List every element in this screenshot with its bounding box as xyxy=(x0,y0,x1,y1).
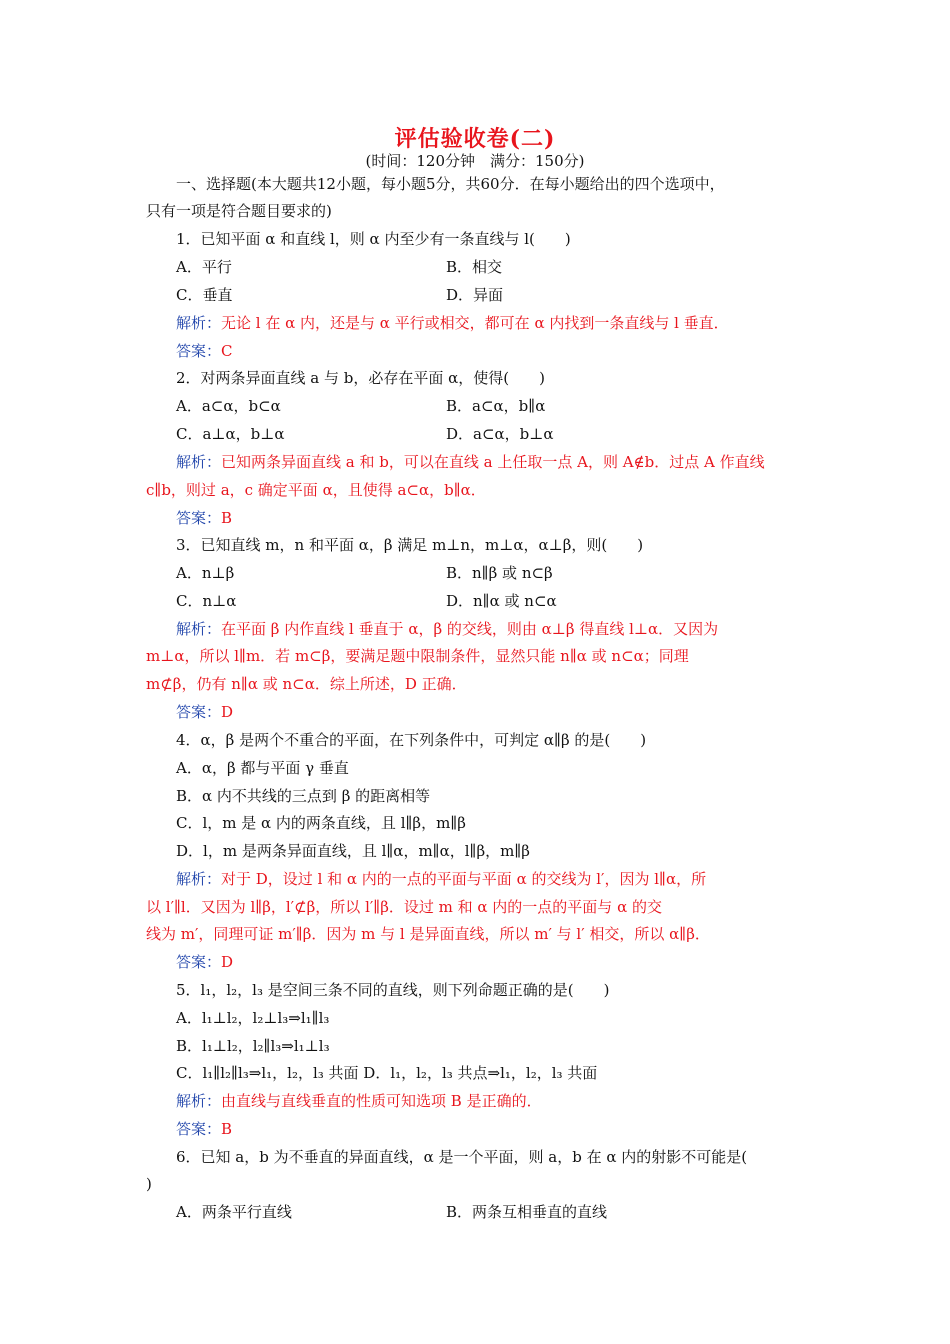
q4-analysis-text1: 对于 D，设过 l 和 α 内的一点的平面与平面 α 的交线为 l′，因为 l∥α，所 xyxy=(221,870,707,888)
answer-label: 答案： xyxy=(176,1120,222,1138)
q3-answer-value: D xyxy=(221,703,234,721)
q6-stem-line1: 6．已知 a，b 为不垂直的异面直线，α 是一个平面，则 a，b 在 α 内的射影不可能是( xyxy=(176,1148,748,1166)
q3-option-c: C．n⊥α xyxy=(176,592,237,610)
q4-stem: 4．α，β 是两个不重合的平面，在下列条件中，可判定 α∥β 的是( ) xyxy=(176,731,647,749)
q4-option-b: B．α 内不共线的三点到 β 的距离相等 xyxy=(176,787,431,805)
q3-analysis-line3: m⊄β，仍有 n∥α 或 n⊂α．综上所述，D 正确． xyxy=(146,675,467,693)
q3-answer xyxy=(176,702,233,722)
q3-stem: 3．已知直线 m，n 和平面 α，β 满足 m⊥n，m⊥α，α⊥β，则( ) xyxy=(176,536,644,554)
q1-option-b: B．相交 xyxy=(446,258,503,276)
q2-answer xyxy=(176,508,232,528)
q5-stem: 5．l₁，l₂，l₃ 是空间三条不同的直线，则下列命题正确的是( ) xyxy=(176,981,610,999)
q1-option-c: C．垂直 xyxy=(176,286,233,304)
q4-answer xyxy=(176,952,233,972)
q1-option-a: A．平行 xyxy=(176,258,232,276)
q6-option-b: B．两条互相垂直的直线 xyxy=(446,1203,608,1221)
q2-analysis-line2: c∥b，则过 a，c 确定平面 α，且使得 a⊂α，b∥α． xyxy=(146,481,486,499)
analysis-label: 解析： xyxy=(176,1092,222,1110)
answer-label: 答案： xyxy=(176,953,222,971)
q3-option-b: B．n∥β 或 n⊂β xyxy=(446,564,553,582)
section-intro-line1: 一、选择题(本大题共12小题，每小题5分，共60分．在每小题给出的四个选项中， xyxy=(176,175,725,193)
q3-analysis-text1: 在平面 β 内作直线 l 垂直于 α，β 的交线，则由 α⊥β 得直线 l⊥α．又因为 xyxy=(221,620,719,638)
q2-option-c: C．a⊥α，b⊥α xyxy=(176,425,285,443)
q5-analysis xyxy=(176,1091,542,1111)
q5-answer xyxy=(176,1119,232,1139)
q2-analysis-text1: 已知两条异面直线 a 和 b，可以在直线 a 上任取一点 A，则 A∉b．过点 A 作直线 xyxy=(221,453,765,471)
q5-option-c-d: C．l₁∥l₂∥l₃⇒l₁，l₂，l₃ 共面 D．l₁，l₂，l₃ 共点⇒l₁，l₂，l₃ 共面 xyxy=(176,1064,598,1082)
q4-option-a: A．α，β 都与平面 γ 垂直 xyxy=(176,759,349,777)
q3-option-d: D．n∥α 或 n⊂α xyxy=(446,592,557,610)
q2-answer-value: B xyxy=(221,509,233,527)
analysis-label: 解析： xyxy=(176,870,222,888)
q2-stem: 2．对两条异面直线 a 与 b，必存在平面 α，使得( ) xyxy=(176,369,545,387)
analysis-label: 解析： xyxy=(176,453,222,471)
q1-answer-value: C xyxy=(221,342,233,360)
q4-analysis-line2: 以 l′∥l．又因为 l∥β，l′⊄β，所以 l′∥β．设过 m 和 α 内的一点的平面与 α 的交 xyxy=(146,898,662,916)
answer-label: 答案： xyxy=(176,703,222,721)
answer-label: 答案： xyxy=(176,342,222,360)
q5-answer-value: B xyxy=(221,1120,233,1138)
q6-option-a: A．两条平行直线 xyxy=(176,1203,292,1221)
q3-option-a: A．n⊥β xyxy=(176,564,235,582)
q5-analysis-text: 由直线与直线垂直的性质可知选项 B 是正确的． xyxy=(221,1092,542,1110)
q2-analysis-line1 xyxy=(176,452,765,472)
q2-option-a: A．a⊂α，b⊂α xyxy=(176,397,281,415)
q4-answer-value: D xyxy=(221,953,234,971)
q1-analysis-text: 无论 l 在 α 内，还是与 α 平行或相交，都可在 α 内找到一条直线与 l 垂直． xyxy=(221,314,729,332)
q5-option-a: A．l₁⊥l₂，l₂⊥l₃⇒l₁∥l₃ xyxy=(176,1009,330,1027)
q2-option-b: B．a⊂α，b∥α xyxy=(446,397,546,415)
q1-analysis xyxy=(176,313,729,333)
page-title: 评估验收卷(二) xyxy=(394,126,556,152)
q4-option-c: C．l，m 是 α 内的两条直线，且 l∥β，m∥β xyxy=(176,814,466,832)
answer-label: 答案： xyxy=(176,509,222,527)
page-subtitle: (时间：120分钟 满分：150分) xyxy=(365,152,585,170)
q1-stem: 1．已知平面 α 和直线 l，则 α 内至少有一条直线与 l( ) xyxy=(176,230,571,248)
analysis-label: 解析： xyxy=(176,314,222,332)
q3-analysis-line2: m⊥α，所以 l∥m．若 m⊂β，要满足题中限制条件，显然只能 n∥α 或 n⊂α；同理 xyxy=(146,647,689,665)
analysis-label: 解析： xyxy=(176,620,222,638)
q4-option-d: D．l，m 是两条异面直线，且 l∥α，m∥α，l∥β，m∥β xyxy=(176,842,530,860)
q1-option-d: D．异面 xyxy=(446,286,504,304)
section-intro-line2: 只有一项是符合题目要求的) xyxy=(146,202,332,220)
q3-analysis-line1 xyxy=(176,619,718,639)
q4-analysis-line3: 线为 m′，同理可证 m′∥β．因为 m 与 l 是异面直线，所以 m′ 与 l′ 相交，所以 α∥β． xyxy=(146,925,710,943)
q4-analysis-line1 xyxy=(176,869,706,889)
q5-option-b: B．l₁⊥l₂，l₂∥l₃⇒l₁⊥l₃ xyxy=(176,1037,330,1055)
q2-option-d: D．a⊂α，b⊥α xyxy=(446,425,554,443)
q1-answer xyxy=(176,341,233,361)
q6-stem-line2: ) xyxy=(146,1175,152,1193)
